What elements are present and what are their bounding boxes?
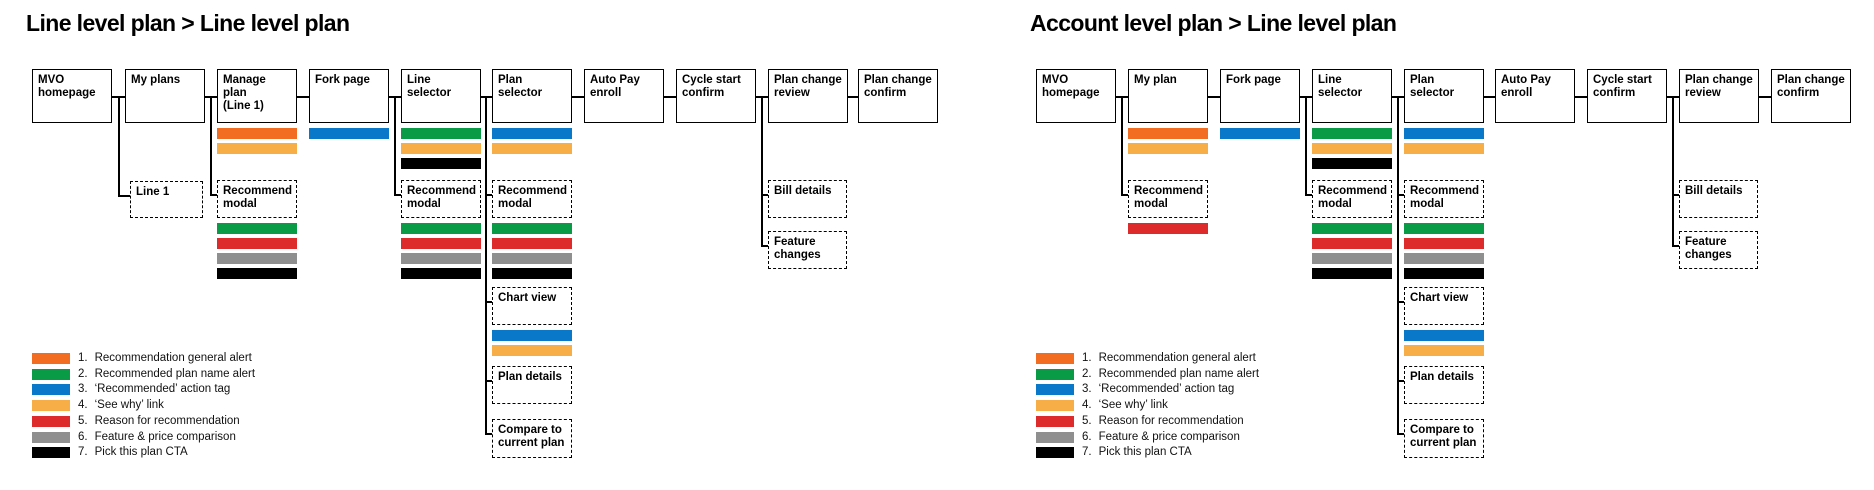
step-my-plan: My plan [1128, 69, 1208, 123]
legend-swatch-yellow [1036, 400, 1074, 411]
step-my-plans: My plans [125, 69, 205, 123]
legend-text: Feature & price comparison [94, 430, 236, 443]
legend-swatch-orange [1036, 353, 1074, 364]
step-plan-change-confirm: Plan change confirm [858, 69, 938, 123]
indicator-bar-yellow [1312, 143, 1392, 154]
indicator-bar-red [1312, 238, 1392, 249]
step-chart-view: Chart view [1404, 287, 1484, 325]
flow-title: Account level plan > Line level plan [1030, 10, 1397, 36]
step-compare-to-current-plan: Compare to current plan [492, 419, 572, 458]
legend-text: Recommended plan name alert [94, 367, 256, 380]
indicator-bar-blue [1404, 128, 1484, 139]
step-bill-details: Bill details [768, 180, 847, 218]
step-feature-changes: Feature changes [768, 231, 847, 269]
branch-tick [1397, 301, 1404, 303]
legend-text: Recommended plan name alert [1098, 367, 1260, 380]
step-plan-selector: Plan selector [492, 69, 572, 123]
indicator-bar-black [1404, 268, 1484, 279]
branch-tick [1672, 194, 1679, 196]
flow-arrow [1208, 96, 1220, 98]
legend-text: Feature & price comparison [1098, 430, 1240, 443]
step-line-1: Line 1 [130, 181, 203, 218]
step-recommend-modal: Recommend modal [1128, 180, 1208, 218]
legend-number: 2. [78, 367, 88, 380]
legend-text: ‘See why’ link [94, 399, 164, 412]
indicator-bar-green [1404, 223, 1484, 234]
legend-swatch-blue [1036, 384, 1074, 395]
indicator-bar-blue [1220, 128, 1300, 139]
legend-number: 6. [78, 430, 88, 443]
step-cycle-start-confirm: Cycle start confirm [1587, 69, 1667, 123]
legend-number: 4. [78, 399, 88, 412]
step-compare-to-current-plan: Compare to current plan [1404, 419, 1484, 458]
legend-text: ‘Recommended’ action tag [1098, 383, 1235, 396]
step-recommend-modal: Recommend modal [1404, 180, 1484, 218]
legend-swatch-black [1036, 447, 1074, 458]
legend-number: 7. [1082, 446, 1092, 459]
branch-line [1672, 96, 1674, 245]
branch-tick [1397, 433, 1404, 435]
indicator-bar-orange [1128, 128, 1208, 139]
legend-text: Reason for recommendation [94, 414, 240, 427]
indicator-bar-green [1312, 223, 1392, 234]
step-mvo-homepage: MVO homepage [32, 69, 112, 123]
legend-swatch-gray [1036, 432, 1074, 443]
indicator-bar-yellow [1404, 143, 1484, 154]
legend-text: Pick this plan CTA [94, 446, 188, 459]
indicator-bar-green [1312, 128, 1392, 139]
legend-number: 3. [1082, 383, 1092, 396]
flow-arrow [1759, 96, 1771, 98]
legend-number: 5. [1082, 414, 1092, 427]
indicator-bar-yellow [1404, 345, 1484, 356]
legend-label [1082, 415, 1244, 427]
legend-text: Reason for recommendation [1098, 414, 1244, 427]
branch-line [1121, 96, 1123, 194]
legend-label [1082, 446, 1192, 458]
flow-title: Line level plan > Line level plan [26, 10, 350, 36]
branch-line [1397, 96, 1399, 433]
step-cycle-start-confirm: Cycle start confirm [676, 69, 756, 123]
branch-tick [1305, 194, 1312, 196]
step-auto-pay-enroll: Auto Pay enroll [584, 69, 664, 123]
indicator-bar-blue [1404, 330, 1484, 341]
legend-swatch-red [1036, 416, 1074, 427]
step-plan-change-confirm: Plan change confirm [1771, 69, 1851, 123]
legend-number: 7. [78, 446, 88, 459]
step-plan-selector: Plan selector [1404, 69, 1484, 123]
step-manage-plan-line-1: Manage plan (Line 1) [217, 69, 297, 123]
legend-number: 1. [78, 352, 88, 364]
legend-label [1082, 399, 1168, 411]
legend-number: 1. [1082, 352, 1092, 364]
step-line-selector: Line selector [401, 69, 481, 123]
flow-arrow [1484, 96, 1495, 98]
legend-number: 4. [1082, 399, 1092, 412]
step-mvo-homepage: MVO homepage [1036, 69, 1116, 123]
step-recommend-modal: Recommend modal [401, 180, 481, 218]
step-plan-details: Plan details [492, 366, 572, 404]
legend-swatch-green [1036, 369, 1074, 380]
legend-text: Pick this plan CTA [1098, 446, 1192, 459]
indicator-bar-black [1312, 158, 1392, 169]
step-plan-change-review: Plan change review [1679, 69, 1759, 123]
legend-text: Recommendation general alert [94, 352, 252, 364]
indicator-bar-yellow [1128, 143, 1208, 154]
indicator-bar-black [1312, 268, 1392, 279]
branch-line [1305, 96, 1307, 194]
legend-label [1082, 352, 1256, 364]
legend-text: ‘Recommended’ action tag [94, 383, 231, 396]
legend-number: 3. [78, 383, 88, 396]
branch-tick [1397, 380, 1404, 382]
indicator-bar-red [1128, 223, 1208, 234]
legend-number: 5. [78, 414, 88, 427]
step-feature-changes: Feature changes [1679, 231, 1758, 269]
step-recommend-modal: Recommend modal [1312, 180, 1392, 218]
indicator-bar-gray [1312, 253, 1392, 264]
step-bill-details: Bill details [1679, 180, 1758, 218]
step-recommend-modal: Recommend modal [217, 180, 297, 218]
step-fork-page: Fork page [1220, 69, 1300, 123]
legend-text: ‘See why’ link [1098, 399, 1168, 412]
legend-number: 6. [1082, 430, 1092, 443]
indicator-bar-gray [1404, 253, 1484, 264]
step-chart-view: Chart view [492, 287, 572, 325]
flow-arrow [1575, 96, 1587, 98]
legend-text: Recommendation general alert [1098, 352, 1256, 364]
legend-number: 2. [1082, 367, 1092, 380]
indicator-bar-red [1404, 238, 1484, 249]
legend-label [1082, 383, 1234, 395]
step-plan-change-review: Plan change review [768, 69, 848, 123]
step-plan-details: Plan details [1404, 366, 1484, 404]
step-auto-pay-enroll: Auto Pay enroll [1495, 69, 1575, 123]
legend-label [1082, 368, 1259, 380]
step-recommend-modal: Recommend modal [492, 180, 572, 218]
step-line-selector: Line selector [1312, 69, 1392, 123]
branch-tick [1672, 245, 1679, 247]
legend-label [1082, 431, 1240, 443]
branch-tick [1121, 194, 1128, 196]
branch-tick [1397, 194, 1404, 196]
step-fork-page: Fork page [309, 69, 389, 123]
